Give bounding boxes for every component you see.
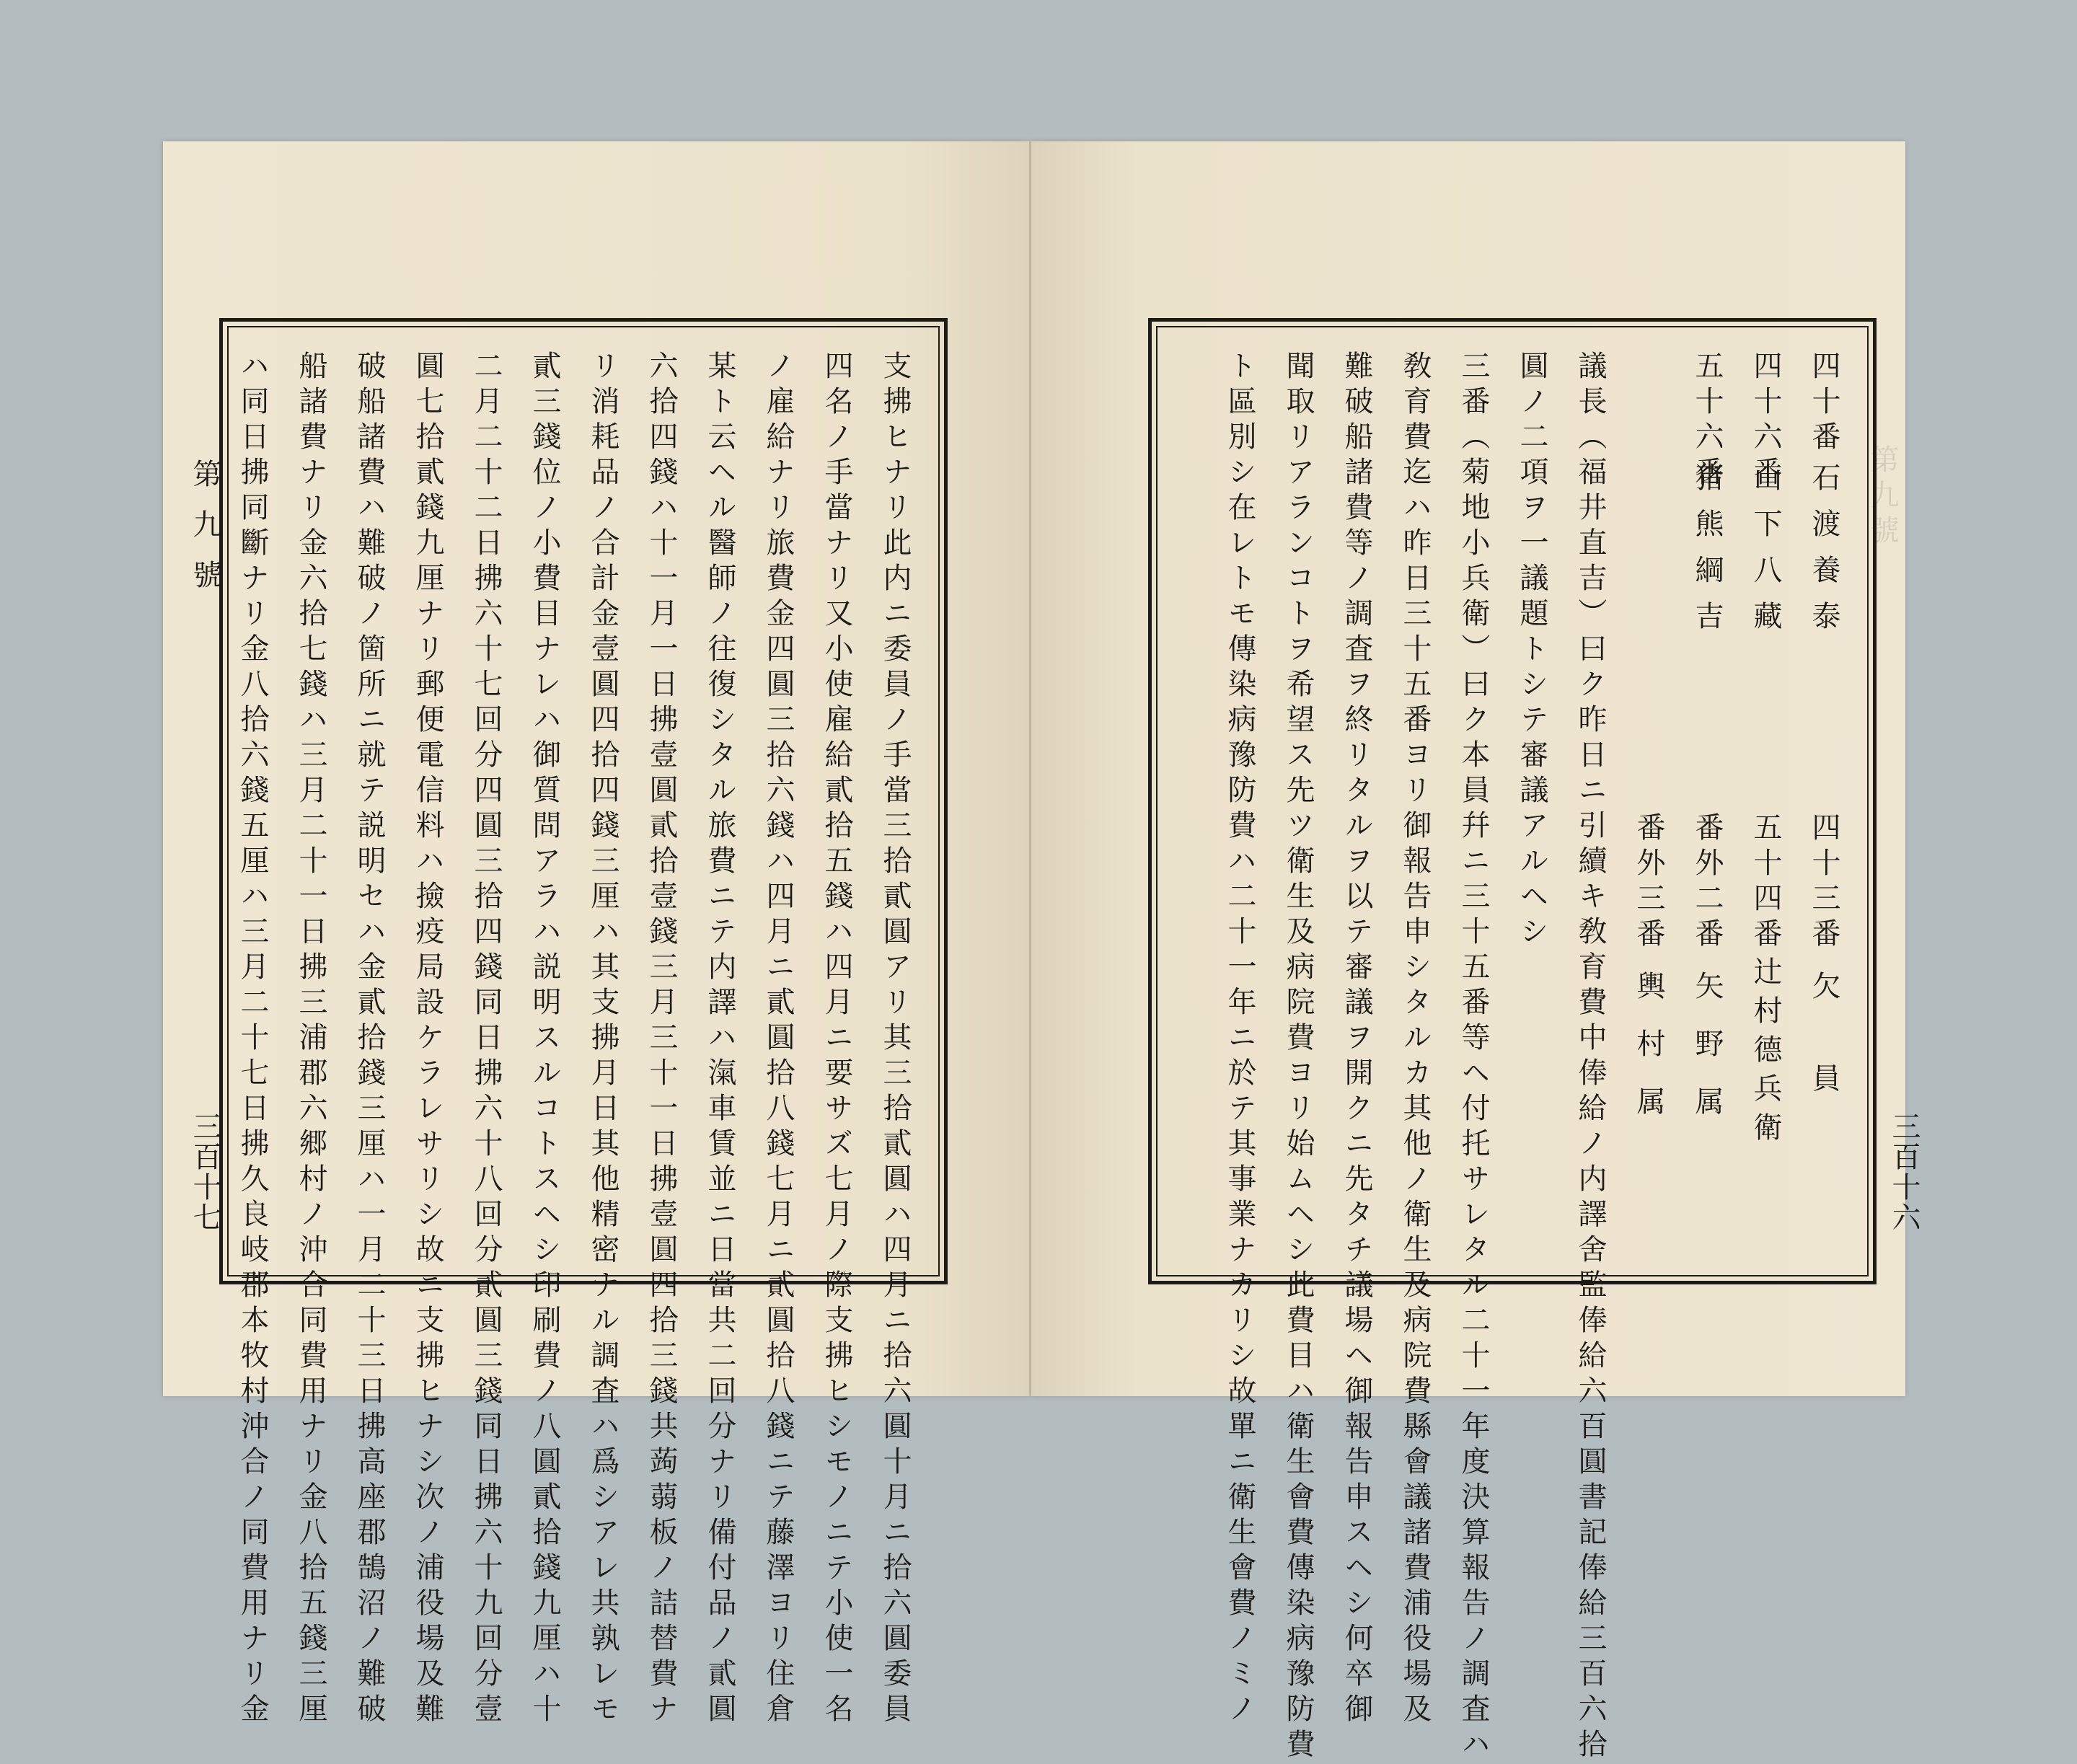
text-column: 三番（菊地小兵衛）曰ク本員幷ニ三十五番等ヘ付托サレタル二十一年度決算報告ノ調査ハ [1457, 350, 1490, 1764]
text-column: 圓七拾貳錢九厘ナリ郵便電信料ハ撿疫局設ケラレサリシ故ニ支拂ヒナシ次ノ浦役場及難 [411, 350, 444, 1729]
attendance-seat: 五十六番 [1690, 350, 1724, 492]
text-column: ノ雇給ナリ旅費金四圓三拾六錢ハ四月ニ貳圓拾八錢七月ニ貳圓拾八錢ニテ藤澤ヨリ住倉 [762, 350, 795, 1729]
text-column: ト區別シ在レトモ傳染病豫防費ハ二十一年ニ於テ其事業ナカリシ故單ニ衛生會費ノミノ [1223, 350, 1256, 1729]
left-page [163, 141, 1030, 1729]
attendance-seat: 四十番 [1807, 350, 1840, 457]
text-column: ハ同日拂同斷ナリ金八拾六錢五厘ハ三月二十七日拂久良岐郡本牧村沖合ノ同費用ナリ金 [236, 350, 269, 1729]
attendance-name: 輿村属 [1632, 971, 1665, 1144]
attendance-name: 矢野属 [1690, 971, 1724, 1144]
text-column: 議長（福井直吉）曰ク昨日ニ引續キ敎育費中俸給ノ内譯舍監俸給六百圓書記俸給三百六拾 [1574, 350, 1607, 1764]
right-page-frame [1148, 318, 1877, 1764]
show-through-text: 第九號 [1866, 444, 1899, 550]
text-column: 敎育費迄ハ昨日三十五番ヨリ御報告申シタルカ其他ノ衛生及病院費縣會議諸費浦役場及 [1398, 350, 1432, 1729]
attendance-name: 山下八藏 [1749, 462, 1782, 647]
attendance-seat: 番外二番 [1690, 812, 1724, 953]
text-column: 二月二十二日拂六十七回分四圓三拾四錢同日拂六十八回分貳圓三錢同日拂六十九回分壹 [469, 350, 503, 1729]
text-column: リ消耗品ノ合計金壹圓四拾四錢三厘ハ其支拂月日其他精密ナル調査ハ爲シアレ共孰レモ [586, 350, 619, 1729]
text-column: 難破船諸費等ノ調査ヲ終リタルヲ以テ審議ヲ開クニ先タチ議場ヘ御報告申スヘシ何卒御 [1340, 350, 1373, 1729]
attendance-seat: 四十六番 [1749, 350, 1782, 492]
text-column: 貳三錢位ノ小費目ナレハ御質問アラハ説明スルコトスヘシ印刷費ノ八圓貳拾錢九厘ハ十 [528, 350, 561, 1729]
text-column: 某ト云ヘル醫師ノ往復シタル旅費ニテ内譯ハ滊車賃並ニ日當共二回分ナリ備付品ノ貳圓 [703, 350, 736, 1729]
text-column: 船諸費ナリ金六拾七錢ハ三月二十一日拂三浦郡六郷村ノ沖合同費用ナリ金八拾五錢三厘 [294, 350, 327, 1729]
page-number: 三百十六 [1887, 1111, 1921, 1232]
issue-number-label: 第九號 [188, 459, 221, 610]
right-page [1031, 141, 1921, 1764]
text-column: 聞取リアランコトヲ希望ス先ツ衛生及病院費ヨリ始ムヘシ此費目ハ衛生會費傳染病豫防費 [1282, 350, 1315, 1764]
attendance-seat: 五十四番 [1749, 812, 1782, 953]
attendance-name: 猪熊綱吉 [1690, 462, 1724, 647]
text-column: 六拾四錢ハ十一月一日拂壹圓貳拾壹錢三月三十一日拂壹圓四拾三錢共蒟蒻板ノ詰替費ナ [645, 350, 678, 1729]
text-column: 破船諸費ハ難破ノ箇所ニ就テ説明セハ金貳拾錢三厘ハ一月二十三日拂高座郡鵠沼ノ難破 [353, 350, 386, 1729]
absent-label: 欠 員 [1807, 971, 1840, 1109]
text-column: 四名ノ手當ナリ又小使雇給貳拾五錢ハ四月ニ要サズ七月ノ際支拂ヒシモノニテ小使一名 [820, 350, 853, 1729]
text-column: 支拂ヒナリ此内ニ委員ノ手當三拾貳圓アリ其三拾貳圓ハ四月ニ拾六圓十月ニ拾六圓委員 [878, 350, 912, 1729]
left-page-frame [219, 318, 948, 1729]
page-number: 三百十七 [188, 1111, 221, 1232]
attendance-seat: 番外三番 [1632, 812, 1665, 953]
attendance-name: 辻村德兵衛 [1749, 956, 1782, 1151]
attendance-name: 石渡養泰 [1807, 462, 1840, 647]
text-column: 圓ノ二項ヲ一議題トシテ審議アルヘシ [1515, 350, 1548, 951]
attendance-seat: 四十三番 [1807, 812, 1840, 953]
